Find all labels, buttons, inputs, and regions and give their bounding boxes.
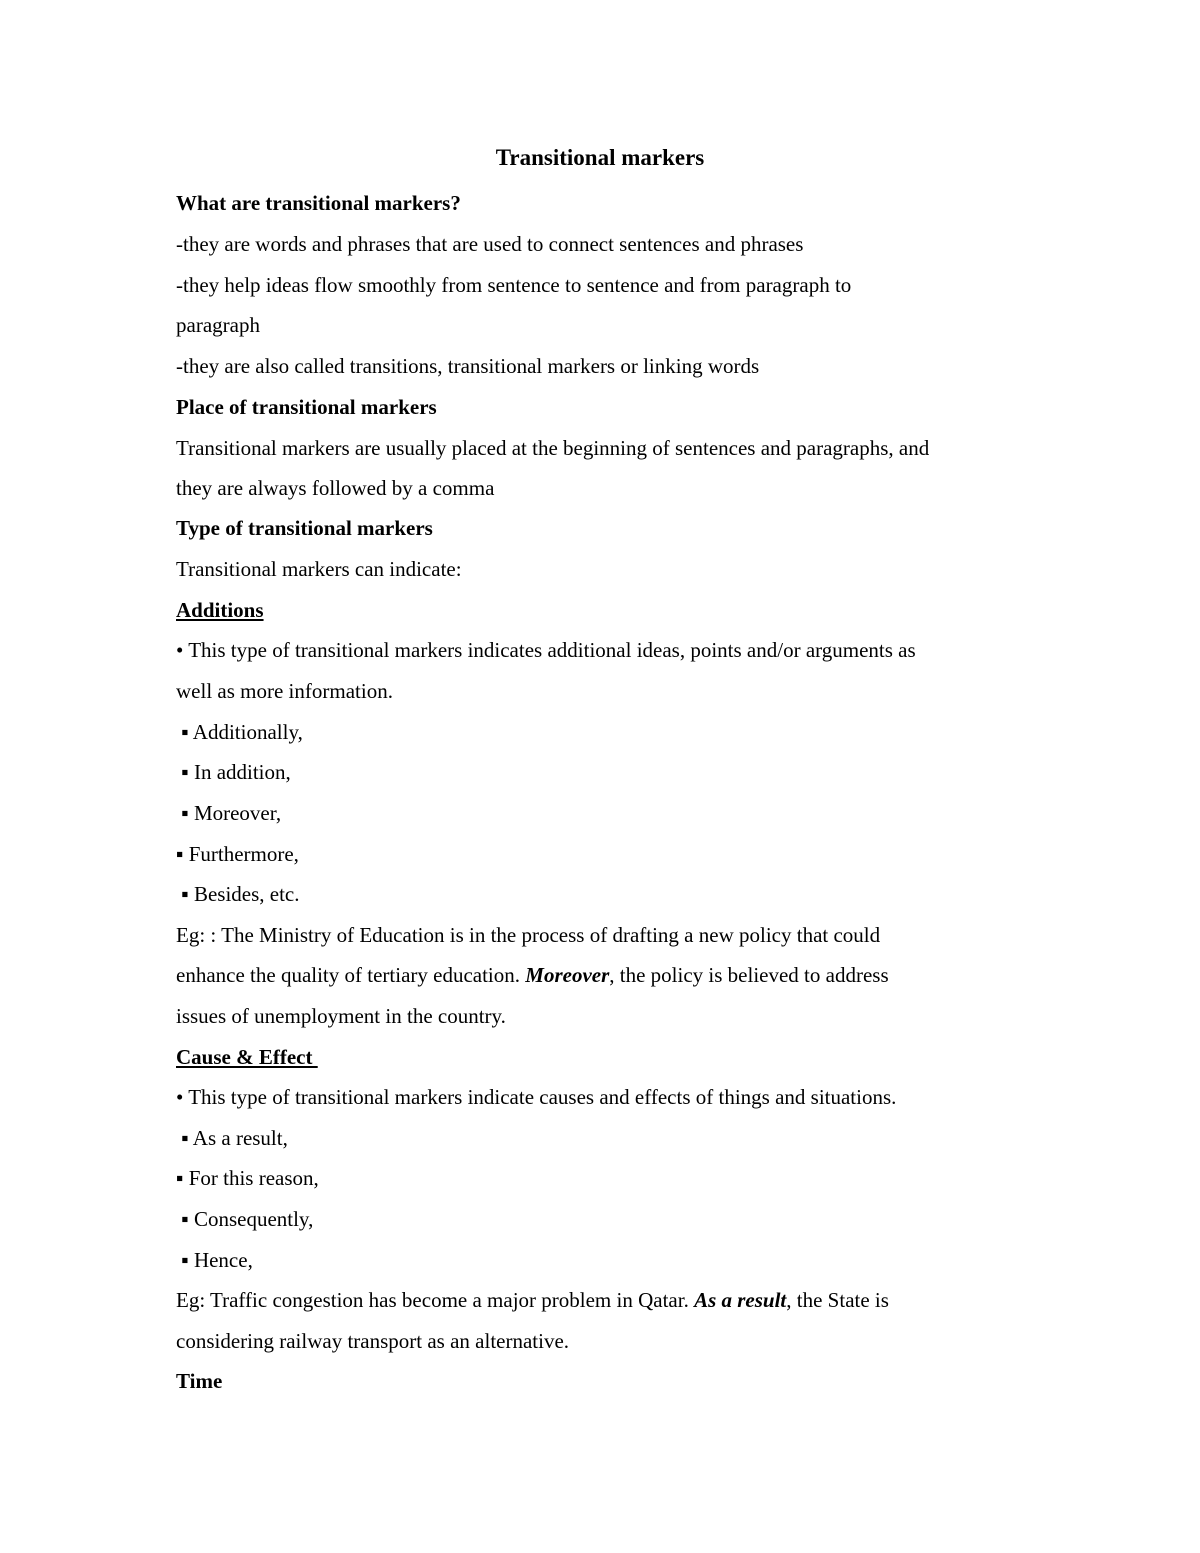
additions-desc-1: • This type of transitional markers indicates additional ideas, points and/or arguments as <box>176 638 916 662</box>
example-emphasis: As a result <box>694 1288 787 1312</box>
definition-line-2a: -they help ideas flow smoothly from sentence to sentence and from paragraph to <box>176 273 852 297</box>
heading-cause-effect: Cause & Effect <box>176 1045 318 1069</box>
place-line-1: Transitional markers are usually placed at the beginning of sentences and paragraphs, and <box>176 436 930 460</box>
cause-item: ▪ Consequently, <box>176 1207 314 1231</box>
cause-desc: • This type of transitional markers indicate causes and effects of things and situations. <box>176 1085 897 1109</box>
cause-item: ▪ For this reason, <box>176 1166 319 1190</box>
heading-additions: Additions <box>176 598 264 622</box>
heading-place: Place of transitional markers <box>176 395 437 419</box>
heading-time: Time <box>176 1369 223 1393</box>
type-intro: Transitional markers can indicate: <box>176 557 462 581</box>
additions-example-1: Eg: : The Ministry of Education is in the process of drafting a new policy that could <box>176 923 881 947</box>
additions-item: ▪ Moreover, <box>176 801 282 825</box>
cause-item: ▪ Hence, <box>176 1248 253 1272</box>
example-text: , the State is <box>786 1288 889 1312</box>
additions-item: ▪ In addition, <box>176 760 291 784</box>
example-emphasis: Moreover <box>525 963 610 987</box>
cause-item: ▪ As a result, <box>176 1126 288 1150</box>
definition-line-3: -they are also called transitions, transitional markers or linking words <box>176 354 760 378</box>
place-line-2: they are always followed by a comma <box>176 476 495 500</box>
additions-item: ▪ Furthermore, <box>176 842 299 866</box>
example-text: Eg: Traffic congestion has become a major problem in Qatar. <box>176 1288 695 1312</box>
heading-type: Type of transitional markers <box>176 516 433 540</box>
example-text: , the policy is believed to address <box>609 963 889 987</box>
additions-desc-2: well as more information. <box>176 679 393 703</box>
heading-what-are: What are transitional markers? <box>176 191 461 215</box>
definition-line-1: -they are words and phrases that are used to connect sentences and phrases <box>176 232 804 256</box>
additions-item: ▪ Additionally, <box>176 720 303 744</box>
example-text: enhance the quality of tertiary education. <box>176 963 526 987</box>
additions-item: ▪ Besides, etc. <box>176 882 300 906</box>
definition-line-2b: paragraph <box>176 313 260 337</box>
additions-example-2 <box>176 961 889 989</box>
cause-example-2: considering railway transport as an alternative. <box>176 1329 570 1353</box>
cause-example-1 <box>176 1286 889 1314</box>
additions-example-3: issues of unemployment in the country. <box>176 1004 506 1028</box>
document-title: Transitional markers <box>495 145 705 170</box>
